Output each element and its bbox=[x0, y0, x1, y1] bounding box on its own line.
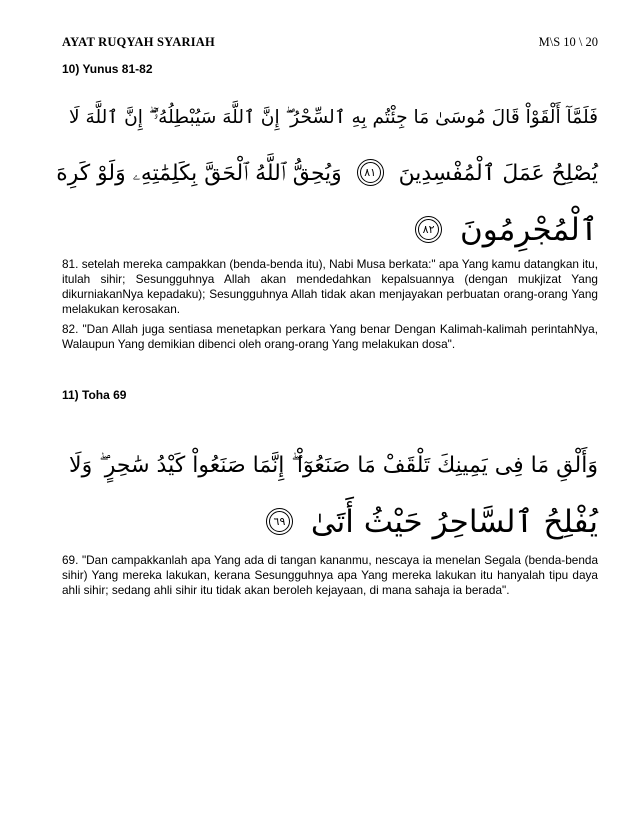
header-title: AYAT RUQYAH SYARIAH bbox=[62, 35, 215, 49]
translation-ayah-69: 69. "Dan campakkanlah apa Yang ada di tangan kananmu, nescaya ia menelan Segala (benda-benda sihir) Yang mereka lakukan, kerana Sesungguhnya apa Yang mereka lakukan itu hanyalah tipu daya ahli sihir; sedang ahli sihir itu tidak akan beroleh kejayaan, di mana sahaja ia berada". bbox=[62, 553, 598, 597]
ayah-number-mark: ٨٢ bbox=[415, 216, 442, 243]
arabic-segment: يُصْلِحُ عَمَلَ ٱلْمُفْسِدِينَ bbox=[398, 161, 598, 186]
arabic-segment: وَيُحِقُّ ٱللَّهُ ٱلْحَقَّ بِكَلِمَٰتِهِۦ وَلَوْ كَرِهَ bbox=[56, 161, 342, 186]
ayah-number-mark: ٨١ bbox=[357, 159, 384, 186]
arabic-line-1: وَأَلْقِ مَا فِى يَمِينِكَ تَلْقَفْ مَا صَنَعُوٓاْ ۖ إِنَّمَا صَنَعُواْ كَيْدُ سَٰحِرٍ ۖ وَلَا bbox=[69, 453, 598, 478]
header-page-ref: M\S 10 \ 20 bbox=[538, 35, 598, 49]
arabic-segment: يُفْلِحُ ٱلسَّاحِرُ حَيْثُ أَتَىٰ bbox=[310, 504, 598, 540]
arabic-text-toha bbox=[58, 438, 598, 550]
translation-ayah-82: 82. "Dan Allah juga sentiasa menetapkan perkara Yang benar Dengan Kalimah-kalimah perintahNya, Walaupun Yang demikian dibenci oleh orang-orang Yang melakukan dosa". bbox=[62, 322, 598, 351]
section-title-yunus: 10) Yunus 81-82 bbox=[62, 62, 153, 76]
arabic-text-yunus bbox=[58, 90, 598, 258]
arabic-line-1: فَلَمَّآ أَلْقَوْاْ قَالَ مُوسَىٰ مَا جِئْتُم بِهِ ٱلسِّحْرُ ۖ إِنَّ ٱللَّهَ سَيُبْطِلُهُۥٓ ۖ إِنَّ ٱللَّهَ لَا bbox=[68, 107, 598, 128]
arabic-line-3 bbox=[58, 202, 598, 258]
translation-ayah-81: 81. setelah mereka campakkan (benda-benda itu), Nabi Musa berkata:" apa Yang kamu datangkan itu, itulah sihir; Sesungguhnya Allah akan mendedahkan kepalsuannya (dengan mukjizat Yang dikurniakanNya kepadaku); Sesungguhnya Allah tidak akan menjayakan perbuatan orang-orang Yang melakukan kerosakan. bbox=[62, 257, 598, 316]
arabic-segment: ٱلْمُجْرِمُونَ bbox=[459, 212, 598, 248]
section-title-toha: 11) Toha 69 bbox=[62, 388, 127, 402]
arabic-line-2 bbox=[58, 494, 598, 550]
arabic-line-2 bbox=[58, 146, 598, 202]
ayah-number-mark: ٦٩ bbox=[266, 508, 293, 535]
page-header bbox=[62, 35, 598, 50]
